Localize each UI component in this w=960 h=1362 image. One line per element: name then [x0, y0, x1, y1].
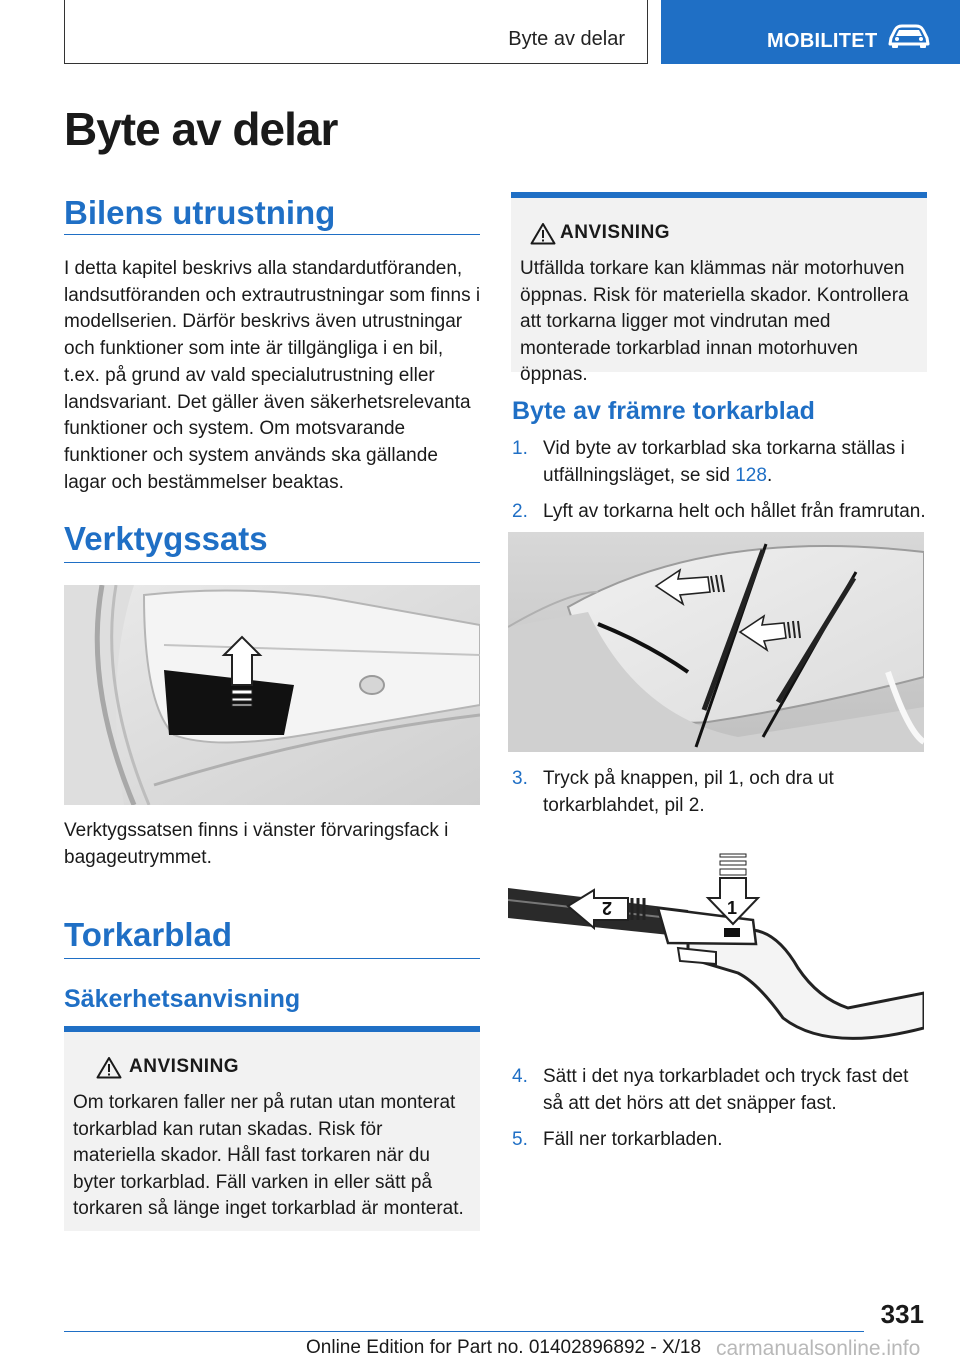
steps-list-a — [512, 436, 928, 526]
step-number: 1. — [512, 438, 528, 459]
header-section-box — [64, 0, 648, 64]
note-text: Om torkaren faller ner på rutan utan monterat torkarblad kan rutan skadas. Risk för materiella skador. Håll fast torkaren när du byter torkarblad. Fäll varken in eller sätt på torkaren så länge inget torkarblad är monterat. — [73, 1092, 464, 1219]
steps-list-b — [512, 766, 928, 819]
warning-icon — [530, 222, 556, 245]
steps-list-c — [512, 1064, 928, 1154]
page-title: Byte av delar — [64, 103, 338, 155]
header-section-title: Byte av delar — [508, 28, 625, 50]
arrow-label-2: 2 — [601, 898, 612, 918]
arrow-label-1: 1 — [727, 898, 738, 918]
page-link[interactable]: 128 — [735, 464, 767, 486]
header-chapter-tab[interactable] — [661, 0, 960, 64]
step-text: Lyft av torkarna helt och hållet från framrutan. — [543, 501, 926, 522]
section-rule — [64, 234, 480, 235]
section-rule — [64, 958, 480, 959]
step-text: Vid byte av torkarblad ska torkarna ställas i utfällningsläget, se sid — [543, 438, 905, 486]
step-3 — [512, 766, 928, 819]
hood-note-box — [511, 192, 927, 385]
step-number: 4. — [512, 1066, 528, 1087]
edition-text: Online Edition for Part no. 01402896892 - X/18 — [306, 1337, 702, 1358]
step-1: 1. Vid byte av torkarblad ska torkarna ställas i utfällningsläget, se sid 128. — [512, 438, 905, 486]
wiper-blade-release-illustration — [508, 848, 924, 1058]
windshield-wipers-illustration — [508, 532, 924, 752]
safety-note-box — [64, 1026, 480, 1231]
footer-edition — [306, 1337, 701, 1359]
note-heading: ANVISNING — [560, 222, 671, 243]
car-icon — [886, 22, 932, 50]
warning-icon — [96, 1056, 122, 1079]
step-text: Fäll ner torkarbladen. — [543, 1129, 723, 1150]
section-title-toolkit: Verktygssats — [64, 520, 268, 557]
page-number: 331 — [880, 1299, 924, 1329]
section-title-front-wipers: Byte av främre torkarblad — [512, 397, 815, 425]
step-text: Sätt i det nya torkarbladet och tryck fast det så att det hörs att det snäpper fast. — [543, 1066, 909, 1114]
toolkit-illustration — [64, 585, 480, 805]
step-number: 3. — [512, 768, 528, 789]
footer-watermark: carmanualsonline.info — [716, 1337, 921, 1360]
note-heading: ANVISNING — [129, 1056, 240, 1077]
subsection-title-safety: Säkerhetsanvisning — [64, 985, 301, 1013]
step-number: 2. — [512, 501, 528, 522]
equipment-paragraph: I detta kapitel beskrivs alla standardutföranden, landsutföranden och extrautrustningar som finns i modellserien. Därför beskrivs även utrustningar och funktioner som inte är tillgängliga i en bil, t.ex. på grund av vald specialutrustning eller landsvariant. Det gäller även säkerhetsrelevanta funktioner och system. Om motsvarande funktioner och system används ska gällande lagar och bestämmelser beaktas. — [64, 258, 481, 493]
toolkit-caption: Verktygssatsen finns i vänster förvaringsfack i bagageutrymmet. — [64, 820, 449, 868]
section-title-equipment: Bilens utrustning — [64, 194, 336, 231]
step-text: Tryck på knappen, pil 1, och dra ut torkarblahdet, pil 2. — [543, 768, 834, 816]
section-rule — [64, 562, 480, 563]
step-number: 5. — [512, 1129, 528, 1150]
step-5 — [512, 1127, 928, 1154]
footer-rule — [64, 1331, 864, 1332]
section-title-wipers: Torkarblad — [64, 916, 233, 953]
header-chapter-label: MOBILITET — [767, 30, 878, 52]
step-2 — [512, 499, 928, 526]
note-text: Utfällda torkare kan klämmas när motorhuven öppnas. Risk för materiella skador. Kontrollera att torkarna ligger mot vindrutan med monterade torkarblad innan motorhuven öppnas. — [520, 258, 909, 385]
step-4 — [512, 1064, 928, 1117]
